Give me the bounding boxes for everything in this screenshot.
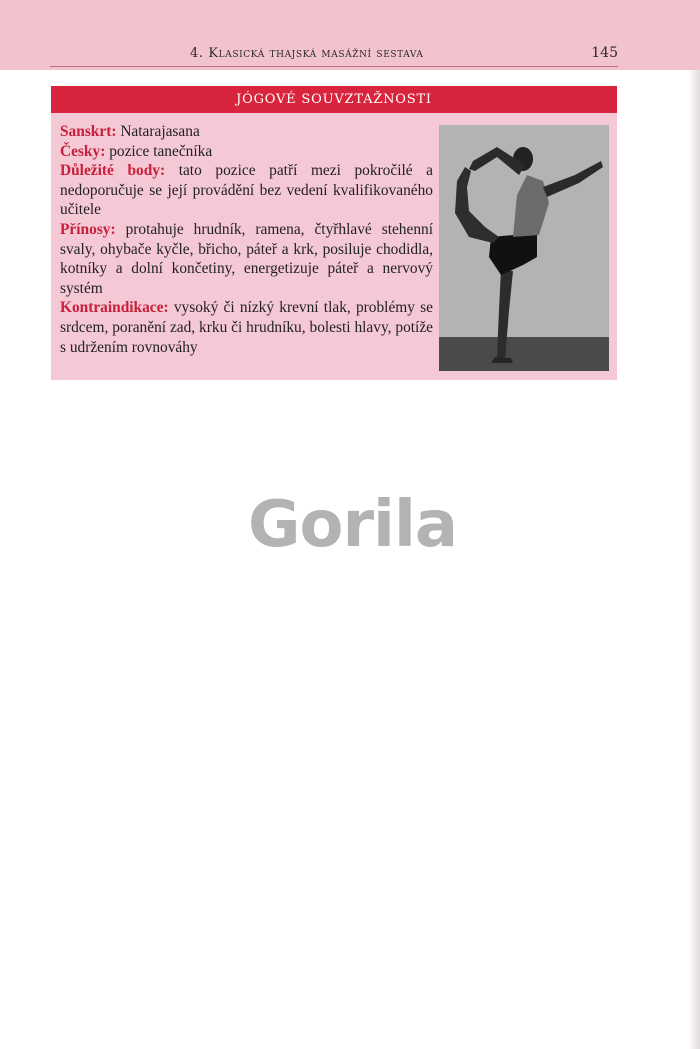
entry-text: tato pozice patří mezi pokročilé a nedoporučuje se její provádění bez vedení kvalifikovaného učitele xyxy=(60,162,434,219)
entry-important-points xyxy=(60,161,433,220)
photo-floor xyxy=(439,337,609,371)
entry-text: protahuje hrudník, ramena, čtyřhlavé stehenní svaly, ohybače kyčle, břicho, páteř a krk, posiluje chodidla, kotníky a dolní končetiny, energetizuje páteř a nervový systém xyxy=(60,220,433,297)
watermark-logo: Gorila xyxy=(247,488,458,562)
entry-label: Sanskrt: xyxy=(60,123,117,140)
entry-label: Kontraindikace: xyxy=(60,299,169,317)
entry-label: Důležité body: xyxy=(60,162,166,180)
page-number: 145 xyxy=(591,45,618,61)
entry-sanskrit xyxy=(60,122,433,142)
dancer-pose-figure xyxy=(439,125,609,371)
box-title: JÓGOVÉ SOUVZTAŽNOSTI xyxy=(51,86,617,113)
page-edge-shadow xyxy=(688,70,700,1049)
entry-contraindications xyxy=(60,298,433,357)
entry-label: Přínosy: xyxy=(60,220,116,238)
entry-text: pozice tanečníka xyxy=(109,142,213,160)
entry-text: Natarajasana xyxy=(120,123,200,140)
box-text xyxy=(60,122,433,357)
running-title: 4. Klasická thajská masážní sestava xyxy=(190,46,424,61)
entry-czech xyxy=(60,142,433,162)
yoga-pose-photo xyxy=(439,125,609,371)
header-rule xyxy=(50,66,618,67)
entry-label: Česky: xyxy=(60,142,106,160)
entry-benefits xyxy=(60,220,433,298)
yoga-correspondence-box xyxy=(51,86,617,380)
entry-text: vysoký či nízký krevní tlak, problémy se srdcem, poranění zad, krku či hrudníku, bolesti hlavy, potíže s udržením rovnováhy xyxy=(60,299,433,356)
